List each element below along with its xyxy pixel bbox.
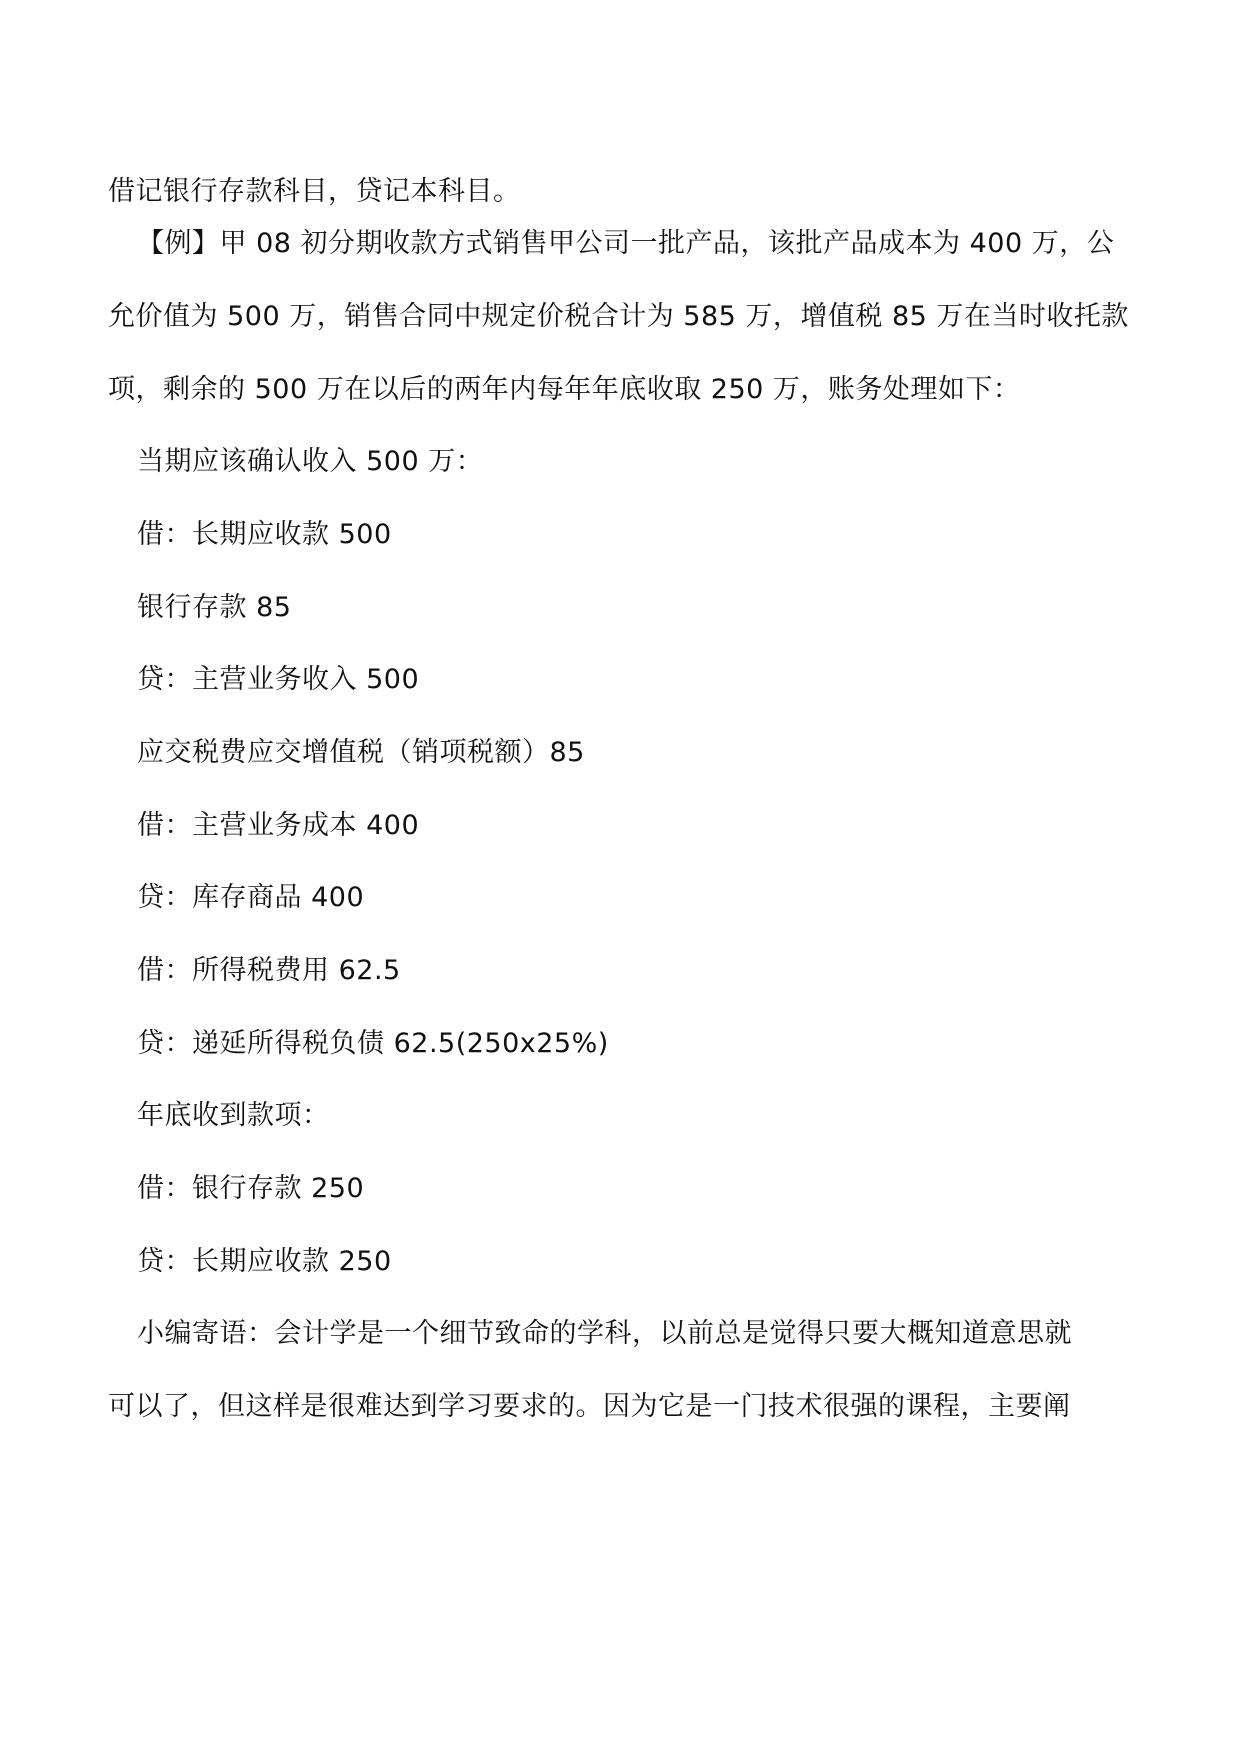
text-line: 借记银行存款科目，贷记本科目。 <box>108 176 521 207</box>
text-line: 贷：主营业务收入 500 <box>137 664 420 695</box>
text-line: 贷：递延所得税负债 62.5(250x25%) <box>137 1028 609 1059</box>
text-line: 借：主营业务成本 400 <box>137 810 420 841</box>
text-line: 当期应该确认收入 500 万： <box>137 446 484 477</box>
text-line: 年底收到款项： <box>137 1100 330 1131</box>
text-line: 允价值为 500 万，销售合同中规定价税合计为 585 万，增值税 85 万在当时收托款 <box>108 301 1129 332</box>
text-line: 可以了，但这样是很难达到学习要求的。因为它是一门技术很强的课程，主要阐 <box>108 1391 1071 1422</box>
text-line: 银行存款 85 <box>137 592 292 623</box>
text-line: 借：所得税费用 62.5 <box>137 955 401 986</box>
text-line: 项，剩余的 500 万在以后的两年内每年年底收取 250 万，账务处理如下： <box>108 374 1021 405</box>
text-line: 借：银行存款 250 <box>137 1173 365 1204</box>
text-line: 应交税费应交增值税（销项税额）85 <box>137 737 585 768</box>
text-line: 【例】甲 08 初分期收款方式销售甲公司一批产品，该批产品成本为 400 万，公 <box>137 228 1115 259</box>
text-line: 借：长期应收款 500 <box>137 519 392 550</box>
text-line: 贷：长期应收款 250 <box>137 1246 392 1277</box>
text-line: 贷：库存商品 400 <box>137 882 365 913</box>
text-line: 小编寄语：会计学是一个细节致命的学科，以前总是觉得只要大概知道意思就 <box>137 1318 1072 1349</box>
